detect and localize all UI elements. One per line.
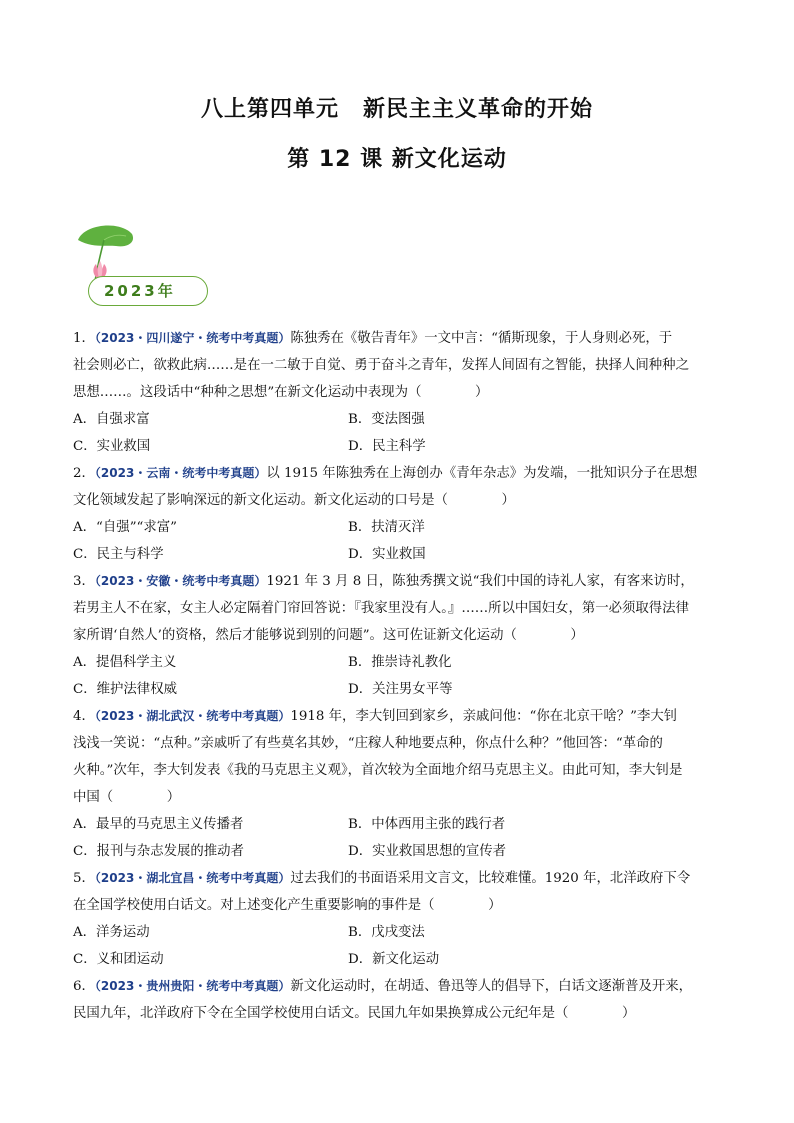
- option-d[interactable]: D．新文化运动: [348, 952, 440, 967]
- question-number: 1．: [73, 331, 95, 346]
- question-text: 1921 年 3 月 8 日，陈独秀撰文说“我们中国的诗礼人家，有客来访时，: [266, 574, 694, 589]
- option-a[interactable]: A．洋务运动: [73, 925, 150, 940]
- unit-title-part1: 八上第四单元: [200, 97, 339, 122]
- option-b[interactable]: B．变法图强: [348, 412, 425, 427]
- question-source: （2023・湖北宜昌・统考中考真题）: [94, 871, 291, 885]
- option-a[interactable]: A．自强求富: [73, 412, 150, 427]
- options: [73, 406, 723, 460]
- question-source: （2023・四川遂宁・统考中考真题）: [94, 331, 291, 345]
- question-source: （2023・湖北武汉・统考中考真题）: [94, 709, 291, 723]
- unit-title: [0, 92, 794, 123]
- question-text: 1918 年，李大钊回到家乡，亲戚问他：“你在北京干啥？”李大钊: [290, 709, 678, 724]
- question-number: 6．: [73, 979, 95, 994]
- year-label: 2023年: [104, 282, 176, 300]
- option-c[interactable]: C．民主与科学: [73, 547, 164, 562]
- option-c[interactable]: C．报刊与杂志发展的推动者: [73, 844, 244, 859]
- option-b[interactable]: B．扶清灭洋: [348, 520, 425, 535]
- option-a[interactable]: A．最早的马克思主义传播者: [73, 817, 244, 832]
- question-1: [73, 325, 723, 460]
- question-source: （2023・云南・统考中考真题）: [94, 466, 267, 480]
- question-number: 2．: [73, 466, 95, 481]
- option-d[interactable]: D．民主科学: [348, 439, 426, 454]
- option-a[interactable]: A．“自强”“求富”: [73, 520, 178, 535]
- question-text: 浅浅一笑说：“点种。”亲戚听了有些莫名其妙，“庄稼人种地要点种，你点什么种？”他回答：“革命的: [73, 736, 663, 751]
- option-c[interactable]: C．维护法律权威: [73, 682, 177, 697]
- option-c[interactable]: C．义和团运动: [73, 952, 164, 967]
- option-d[interactable]: D．实业救国: [348, 547, 426, 562]
- question-text: 社会则必亡，欲救此病……是在一二敏于自觉、勇于奋斗之青年，发挥人间固有之智能，抉择人间种种之: [73, 358, 689, 373]
- question-4: [73, 703, 723, 865]
- unit-title-part2: 新民主主义革命的开始: [363, 97, 594, 122]
- question-text: 在全国学校使用白话文。对上述变化产生重要影响的事件是（ ）: [73, 898, 502, 913]
- question-6: [73, 973, 723, 1027]
- question-number: 4．: [73, 709, 95, 724]
- options: [73, 514, 723, 568]
- question-text: 火种。”次年，李大钊发表《我的马克思主义观》，首次较为全面地介绍马克思主义。由此可知，李大钊是: [73, 763, 683, 778]
- question-text: 陈独秀在《敬告青年》一文中言：“循斯现象，于人身则必死，于: [290, 331, 673, 346]
- question-list: [73, 325, 723, 1027]
- question-text: 文化领域发起了影响深远的新文化运动。新文化运动的口号是（ ）: [73, 493, 515, 508]
- question-text: 新文化运动时，在胡适、鲁迅等人的倡导下，白话文逐渐普及开来，: [290, 979, 693, 994]
- question-text: 若男主人不在家，女主人必定隔着门帘回答说：『我家里没有人。』……所以中国妇女，第一必须取得法律: [73, 601, 689, 616]
- question-text: 过去我们的书面语采用文言文，比较难懂。1920 年，北洋政府下令: [290, 871, 691, 886]
- question-5: [73, 865, 723, 973]
- option-b[interactable]: B．戊戌变法: [348, 925, 425, 940]
- option-c[interactable]: C．实业救国: [73, 439, 151, 454]
- question-text: 以 1915 年陈独秀在上海创办《青年杂志》为发端，一批知识分子在思想: [266, 466, 698, 481]
- question-number: 5．: [73, 871, 95, 886]
- question-text: 中国（ ）: [73, 790, 181, 805]
- question-3: [73, 568, 723, 703]
- option-d[interactable]: D．关注男女平等: [348, 682, 453, 697]
- options: [73, 649, 723, 703]
- option-b[interactable]: B．中体西用主张的践行者: [348, 817, 506, 832]
- lesson-title: 第 12 课 新文化运动: [287, 147, 507, 172]
- options: [73, 811, 723, 865]
- question-text: 思想……。这段话中“种种之思想”在新文化运动中表现为（ ）: [73, 385, 489, 400]
- question-2: [73, 460, 723, 568]
- options: [73, 919, 723, 973]
- question-source: （2023・安徽・统考中考真题）: [94, 574, 267, 588]
- option-b[interactable]: B．推崇诗礼教化: [348, 655, 452, 670]
- question-source: （2023・贵州贵阳・统考中考真题）: [94, 979, 291, 993]
- question-number: 3．: [73, 574, 95, 589]
- question-text: 家所谓‘自然人’的资格，然后才能够说到别的问题”。这可佐证新文化运动（ ）: [73, 628, 584, 643]
- year-badge: [70, 222, 220, 312]
- option-d[interactable]: D．实业救国思想的宣传者: [348, 844, 507, 859]
- option-a[interactable]: A．提倡科学主义: [73, 655, 177, 670]
- question-text: 民国九年，北洋政府下令在全国学校使用白话文。民国九年如果换算成公元纪年是（ ）: [73, 1006, 636, 1021]
